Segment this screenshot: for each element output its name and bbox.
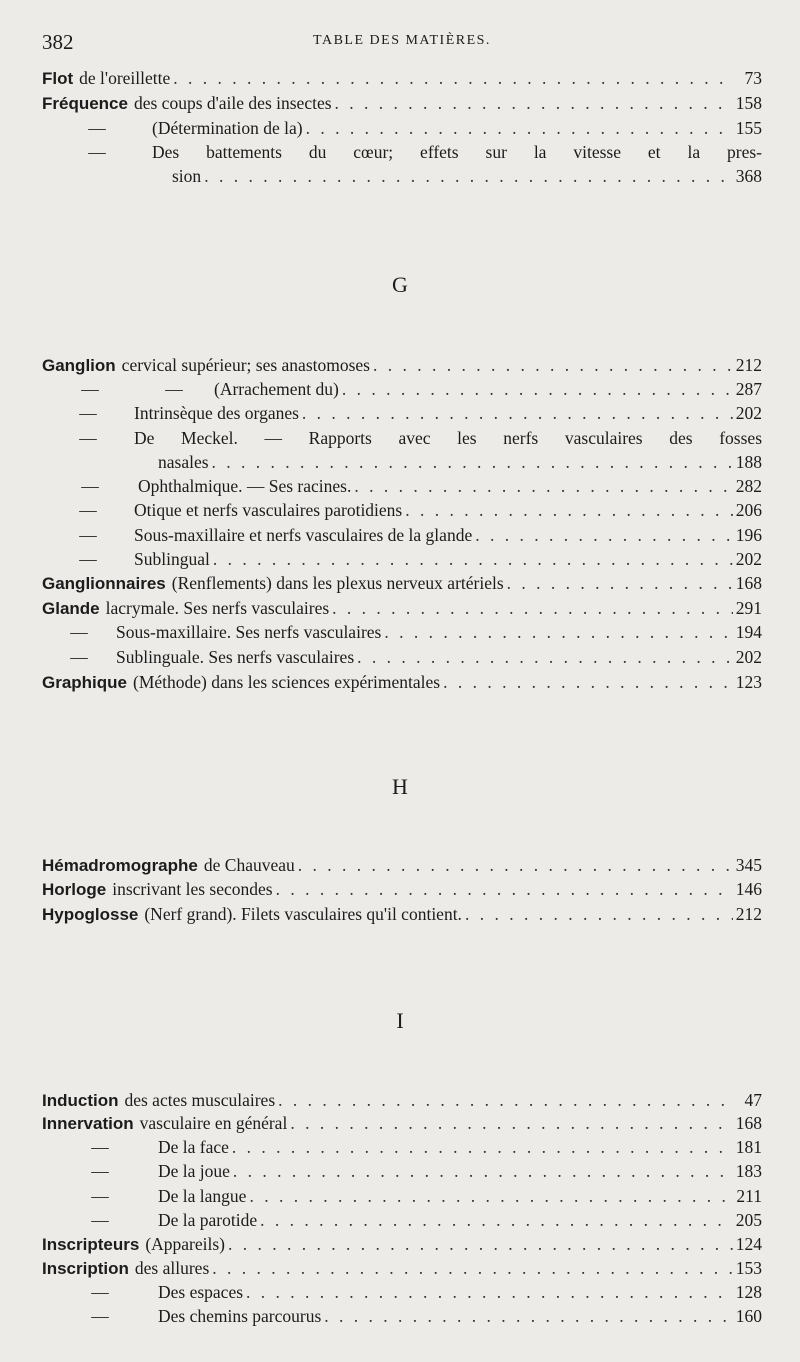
entry-headword: Ganglion <box>42 356 116 375</box>
index-entry <box>42 902 762 926</box>
entry-headword: Glande <box>42 599 100 618</box>
dot-leader <box>212 1256 732 1280</box>
entry-text: de Chauveau <box>203 855 295 875</box>
index-entry <box>42 620 762 644</box>
dot-leader <box>260 1208 733 1232</box>
dot-leader <box>276 877 733 901</box>
ditto-dash: — <box>81 379 99 399</box>
entry-page: 202 <box>735 403 762 423</box>
entry-headword: Induction <box>42 1091 119 1110</box>
dot-leader <box>342 377 733 401</box>
entry-text: Des chemins parcourus <box>158 1306 322 1326</box>
entry-text: des coups d'aile des insectes <box>133 93 332 113</box>
ditto-dash: — <box>165 379 183 399</box>
index-entry <box>42 523 762 547</box>
entry-page: 291 <box>735 598 762 618</box>
dot-leader <box>306 116 733 140</box>
ditto-dash: — <box>88 118 106 138</box>
dot-leader <box>212 450 733 474</box>
ditto-dash: — <box>91 1161 109 1181</box>
ditto-dash: — <box>79 403 97 423</box>
dot-leader <box>384 620 732 644</box>
entry-text: (Appareils) <box>145 1234 226 1254</box>
dot-leader <box>332 596 733 620</box>
entry-page: 188 <box>735 452 762 472</box>
index-entry <box>42 66 762 90</box>
dot-leader <box>354 474 732 498</box>
index-entry-continuation <box>172 164 762 188</box>
dot-leader <box>228 1232 733 1256</box>
index-entry <box>42 1304 762 1328</box>
ditto-dash: — <box>70 647 88 667</box>
entry-headword: Hémadromographe <box>42 856 198 875</box>
entry-text: Intrinsèque des organes <box>134 403 299 423</box>
dot-leader <box>302 401 733 425</box>
entry-text: vasculaire en général <box>139 1113 288 1133</box>
index-entry <box>42 1232 762 1256</box>
index-entry <box>42 670 762 694</box>
page-number: 382 <box>42 30 74 54</box>
dot-leader <box>405 498 733 522</box>
index-entry <box>42 547 762 571</box>
entry-headword: Ganglionnaires <box>42 574 166 593</box>
dot-leader <box>373 353 733 377</box>
index-entry <box>42 91 762 115</box>
index-entry <box>42 571 762 595</box>
dot-leader <box>213 547 733 571</box>
entry-page: 196 <box>735 525 762 545</box>
entry-text: (Arrachement du) <box>214 379 339 399</box>
entry-headword: Inscripteurs <box>42 1235 140 1254</box>
entry-page: 202 <box>735 549 762 569</box>
entry-text: De la parotide <box>158 1210 258 1230</box>
entry-text: nasales <box>158 452 209 472</box>
index-entry <box>42 474 762 498</box>
dot-leader <box>173 66 733 90</box>
entry-headword: Hypoglosse <box>42 905 139 924</box>
index-entry <box>42 645 762 669</box>
entry-text: Sublingual <box>134 549 210 569</box>
index-entry <box>42 1208 762 1232</box>
entry-text: Sublinguale. Ses nerfs vasculaires <box>116 647 355 667</box>
dot-leader <box>246 1280 733 1304</box>
entry-text: des allures <box>134 1258 210 1278</box>
index-entry <box>42 140 762 164</box>
entry-text: de l'oreillette <box>79 68 171 88</box>
entry-text: (Détermination de la) <box>152 118 303 138</box>
entry-page: 124 <box>735 1234 762 1254</box>
entry-page: 73 <box>744 68 762 88</box>
dot-leader <box>232 1135 733 1159</box>
entry-text: Otique et nerfs vasculaires parotidiens <box>134 500 403 520</box>
dot-leader <box>233 1159 733 1183</box>
entry-page: 368 <box>735 166 762 186</box>
entry-text: Des espaces <box>158 1282 244 1302</box>
index-entry <box>42 498 762 522</box>
entry-text: (Renflements) dans les plexus nerveux artériels <box>171 573 504 593</box>
index-entry <box>42 1184 762 1208</box>
index-entry <box>42 877 762 901</box>
entry-headword: Flot <box>42 69 74 88</box>
entry-page: 202 <box>735 647 762 667</box>
entry-headword: Inscription <box>42 1259 129 1278</box>
dot-leader <box>443 670 733 694</box>
entry-page: 128 <box>735 1282 762 1302</box>
entry-text: sion <box>172 166 202 186</box>
entry-text: Sous-maxillaire et nerfs vasculaires de la glande <box>134 525 473 545</box>
entry-text: De la joue <box>158 1161 230 1181</box>
index-entry <box>42 353 762 377</box>
entry-headword: Innervation <box>42 1114 134 1133</box>
index-entry <box>42 377 762 401</box>
dot-leader <box>465 902 733 926</box>
index-entry <box>42 1135 762 1159</box>
entry-text: De Meckel. — Rapports avec les nerfs vasculaires des fosses <box>134 428 762 448</box>
entry-page: 47 <box>744 1090 762 1110</box>
ditto-dash: — <box>91 1210 109 1230</box>
index-entry <box>42 116 762 140</box>
ditto-dash: — <box>79 428 97 448</box>
entry-page: 282 <box>735 476 762 496</box>
index-entry-continuation <box>158 450 762 474</box>
index-entry <box>42 596 762 620</box>
ditto-dash: — <box>79 549 97 569</box>
dot-leader <box>475 523 733 547</box>
dot-leader <box>335 91 733 115</box>
ditto-dash: — <box>91 1306 109 1326</box>
dot-leader <box>357 645 733 669</box>
index-entry <box>42 853 762 877</box>
dot-leader <box>290 1111 732 1135</box>
entry-text: des actes musculaires <box>124 1090 276 1110</box>
entry-text: De la langue <box>158 1186 247 1206</box>
entry-page: 168 <box>735 573 762 593</box>
entry-page: 155 <box>735 118 762 138</box>
index-entry <box>42 1111 762 1135</box>
index-entry <box>42 1280 762 1304</box>
entry-text: cervical supérieur; ses anastomoses <box>121 355 370 375</box>
entry-headword: Horloge <box>42 880 107 899</box>
entry-text: Ophthalmique. — Ses racines. <box>138 476 352 496</box>
index-entry <box>42 426 762 450</box>
running-title: TABLE DES MATIÈRES. <box>313 33 491 48</box>
ditto-dash: — <box>79 525 97 545</box>
dot-leader <box>507 571 733 595</box>
entry-page: 205 <box>735 1210 762 1230</box>
entry-text: lacrymale. Ses nerfs vasculaires <box>105 598 330 618</box>
entry-page: 168 <box>735 1113 762 1133</box>
dot-leader <box>249 1184 733 1208</box>
entry-headword: Fréquence <box>42 94 128 113</box>
section-letter-g: G <box>392 272 408 297</box>
ditto-dash: — <box>79 500 97 520</box>
entry-page: 211 <box>736 1186 762 1206</box>
entry-page: 287 <box>735 379 762 399</box>
entry-text: Des battements du cœur; effets sur la vitesse et la pres- <box>152 142 762 162</box>
entry-text: Sous-maxillaire. Ses nerfs vasculaires <box>116 622 382 642</box>
entry-page: 206 <box>735 500 762 520</box>
ditto-dash: — <box>91 1186 109 1206</box>
entry-headword: Graphique <box>42 673 128 692</box>
ditto-dash: — <box>70 622 88 642</box>
dot-leader <box>298 853 733 877</box>
ditto-dash: — <box>81 476 99 496</box>
entry-page: 212 <box>735 904 762 924</box>
index-entry <box>42 1256 762 1280</box>
entry-page: 181 <box>735 1137 762 1157</box>
entry-text: inscrivant les secondes <box>112 879 273 899</box>
entry-page: 160 <box>735 1306 762 1326</box>
ditto-dash: — <box>88 142 106 162</box>
entry-page: 153 <box>735 1258 762 1278</box>
entry-text: De la face <box>158 1137 229 1157</box>
entry-page: 123 <box>735 672 762 692</box>
ditto-dash: — <box>91 1282 109 1302</box>
section-letter-h: H <box>392 774 408 799</box>
index-entry <box>42 1159 762 1183</box>
index-entry <box>42 401 762 425</box>
entry-page: 194 <box>735 622 762 642</box>
dot-leader <box>278 1088 733 1112</box>
entry-page: 212 <box>735 355 762 375</box>
page-header <box>42 30 762 54</box>
dot-leader <box>324 1304 732 1328</box>
entry-page: 183 <box>735 1161 762 1181</box>
entry-page: 158 <box>735 93 762 113</box>
index-entry <box>42 1088 762 1112</box>
entry-text: (Nerf grand). Filets vasculaires qu'il contient. <box>144 904 462 924</box>
dot-leader <box>204 164 733 188</box>
entry-text: (Méthode) dans les sciences expérimentales <box>133 672 441 692</box>
ditto-dash: — <box>91 1137 109 1157</box>
entry-page: 345 <box>735 855 762 875</box>
section-letter-i: I <box>396 1008 404 1033</box>
entry-page: 146 <box>735 879 762 899</box>
